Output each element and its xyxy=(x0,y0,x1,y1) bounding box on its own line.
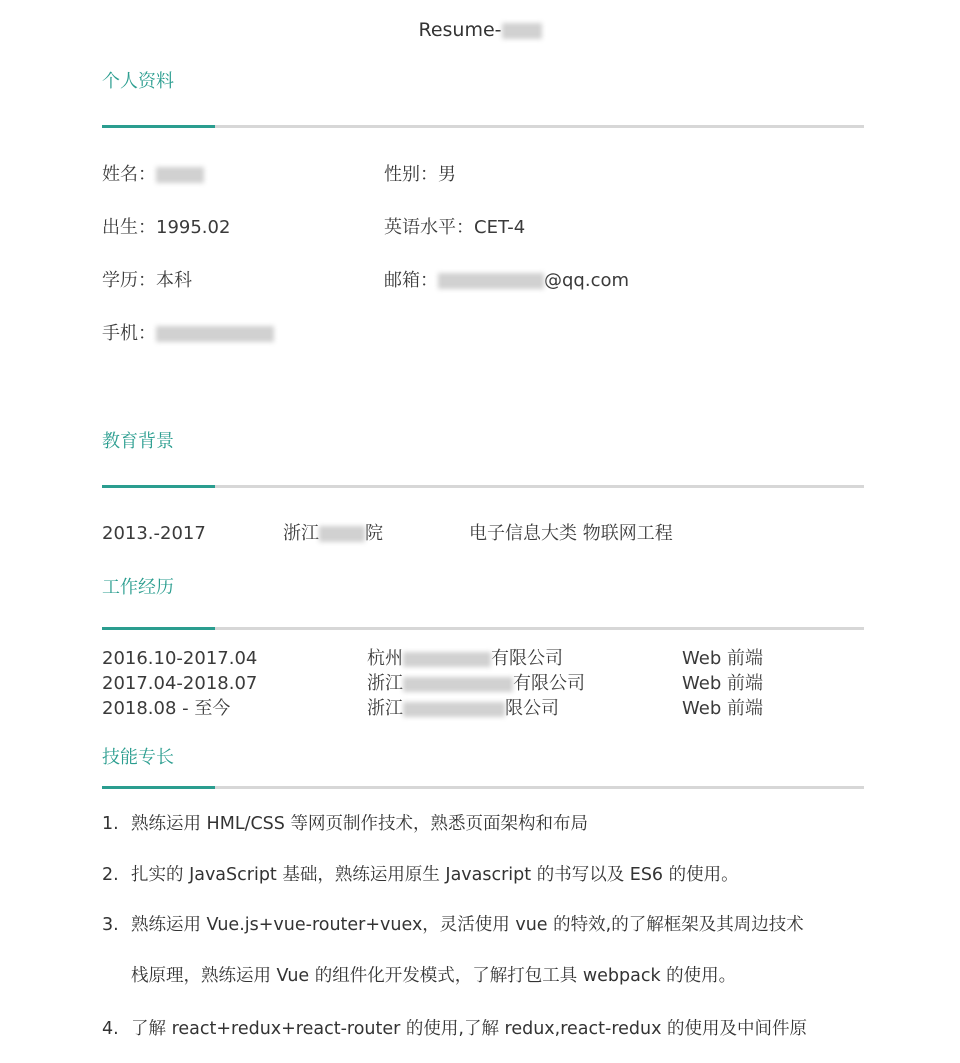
skill-item xyxy=(102,913,882,937)
redacted-name-value xyxy=(156,167,204,183)
redacted-company xyxy=(403,702,505,717)
skill-item xyxy=(102,812,882,836)
section-rule-accent xyxy=(102,125,215,128)
company-suffix: 有限公司 xyxy=(513,673,585,694)
profile-english: 英语水平：CET-4 xyxy=(384,217,526,238)
section-rule-education xyxy=(102,485,864,488)
skill-item xyxy=(102,1017,882,1041)
skill-text: 了解 react+redux+react-router 的使用,了解 redux,react-redux 的使用及中间件原 xyxy=(131,1019,808,1039)
skill-item xyxy=(102,863,882,887)
education-major: 电子信息大类 物联网工程 xyxy=(469,523,673,544)
profile-name xyxy=(102,163,204,187)
redacted-email xyxy=(438,273,544,289)
section-title-profile: 个人资料 xyxy=(102,71,174,92)
section-title-work: 工作经历 xyxy=(102,577,174,598)
profile-birth: 出生：1995.02 xyxy=(102,217,231,238)
work-role: Web 前端 xyxy=(682,648,763,669)
title-prefix: Resume- xyxy=(418,19,502,41)
company-prefix: 浙江 xyxy=(367,673,403,694)
redacted-phone xyxy=(156,326,274,342)
school-suffix: 院 xyxy=(365,523,383,544)
work-role: Web 前端 xyxy=(682,673,763,694)
company-suffix: 有限公司 xyxy=(491,648,563,669)
profile-email xyxy=(384,269,629,293)
work-period: 2016.10-2017.04 xyxy=(102,648,258,669)
education-period: 2013.-2017 xyxy=(102,523,206,544)
skill-text: 熟练运用 HML/CSS 等网页制作技术，熟悉页面架构和布局 xyxy=(131,814,588,834)
section-rule-accent xyxy=(102,627,215,630)
skill-number: 2. xyxy=(102,865,119,885)
skill-text: 熟练运用 Vue.js+vue-router+vuex，灵活使用 vue 的特效,的了解框架及其周边技术 xyxy=(131,915,804,935)
section-title-education: 教育背景 xyxy=(102,431,174,452)
profile-phone xyxy=(102,322,274,346)
work-company xyxy=(367,673,585,695)
redacted-school xyxy=(319,526,365,542)
work-role: Web 前端 xyxy=(682,698,763,719)
section-title-skills: 技能专长 xyxy=(102,747,174,768)
company-prefix: 浙江 xyxy=(367,698,403,719)
section-rule-skills xyxy=(102,786,864,789)
name-label: 姓名： xyxy=(102,164,156,185)
skill-number: 1. xyxy=(102,814,119,834)
redacted-name xyxy=(502,23,542,39)
email-suffix: @qq.com xyxy=(544,270,630,291)
section-rule-accent xyxy=(102,485,215,488)
document-title xyxy=(0,18,960,42)
skill-number: 3. xyxy=(102,915,119,935)
company-prefix: 杭州 xyxy=(367,648,403,669)
redacted-company xyxy=(403,652,491,667)
work-period: 2017.04-2018.07 xyxy=(102,673,258,694)
company-suffix: 限公司 xyxy=(505,698,559,719)
redacted-company xyxy=(403,677,513,692)
phone-label: 手机： xyxy=(102,323,156,344)
email-label: 邮箱： xyxy=(384,270,438,291)
work-company xyxy=(367,698,559,720)
education-school xyxy=(283,522,383,546)
profile-gender: 性别：男 xyxy=(384,164,456,185)
skill-number: 4. xyxy=(102,1019,119,1039)
work-period: 2018.08 - 至今 xyxy=(102,698,231,719)
skill-text-continuation: 栈原理，熟练运用 Vue 的组件化开发模式，了解打包工具 webpack 的使用。 xyxy=(131,966,737,986)
section-rule-profile xyxy=(102,125,864,128)
work-company xyxy=(367,648,563,670)
section-rule-accent xyxy=(102,786,215,789)
section-rule-work xyxy=(102,627,864,630)
school-prefix: 浙江 xyxy=(283,523,319,544)
skill-text: 扎实的 JavaScript 基础，熟练运用原生 Javascript 的书写以及 ES6 的使用。 xyxy=(131,865,739,885)
profile-degree: 学历：本科 xyxy=(102,270,192,291)
